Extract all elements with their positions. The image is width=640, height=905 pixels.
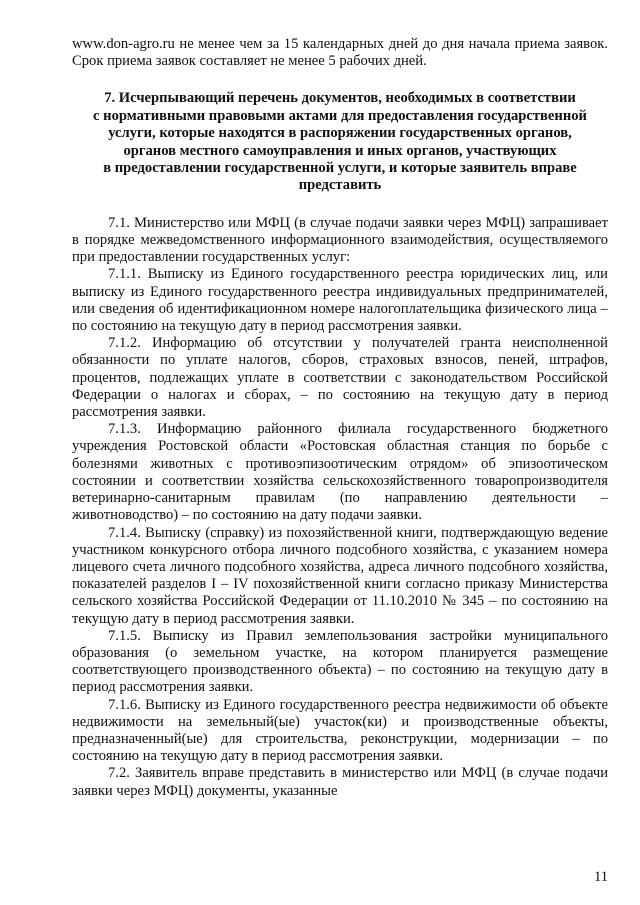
- paragraph-7-1-5: 7.1.5. Выписку из Правил землепользования застройки муниципального образования (о земельном участке, на котором планируется размещение соответствующего производственного объекта) – по состоянию на текущую дату в период рассмотрения заявки.: [72, 627, 608, 696]
- section-heading-line: в предоставлении государственной услуги, и которые заявитель вправе: [103, 160, 577, 177]
- paragraph-7-1-2: 7.1.2. Информацию об отсутствии у получателей гранта неисполненной обязанности по уплате налогов, сборов, страховых взносов, пеней, штрафов, процентов, подлежащих уплате в соответствии с законодательством Российской Федерации о налогах и сборах, – по состоянию на текущую дату в период рассмотрения заявки.: [72, 335, 608, 421]
- section-heading-line: с нормативными правовыми актами для предоставления государственной: [93, 107, 587, 124]
- document-page: [72, 36, 608, 800]
- paragraph-7-1-6: 7.1.6. Выписку из Единого государственного реестра недвижимости об объекте недвижимости на земельный(ые) участок(ки) и производственные объекты, предназначенный(ые) для строительства, реконструкции, модернизации – по состоянию на текущую дату в период рассмотрения заявки.: [72, 696, 608, 765]
- paragraph-7-1: 7.1. Министерство или МФЦ (в случае подачи заявки через МФЦ) запрашивает в порядке межведомственного информационного взаимодействия, осуществляемого при предоставлении государственных услуг:: [72, 214, 608, 266]
- paragraph-7-1-3: 7.1.3. Информацию районного филиала государственного бюджетного учреждения Ростовской области «Ростовская областная станция по борьбе с болезнями животных с противоэпизоотическим отрядом» об эпизоотическом состоянии и соответствии хозяйства сельскохозяйственного товаропроизводителя ветеринарно-санитарным правилам (по направлению деятельности – животноводство) – по состоянию на дату подачи заявки.: [72, 421, 608, 524]
- section-heading: [72, 90, 608, 194]
- paragraph-7-1-4: 7.1.4. Выписку (справку) из похозяйственной книги, подтверждающую ведение участником конкурсного отбора личного подсобного хозяйства, с указанием номера лицевого счета личного подсобного хозяйства, адреса личного подсобного хозяйства, показателей разделов I – IV похозяйственной книги согласно приказу Министерства сельского хозяйства Российской Федерации от 11.10.2010 № 345 – по состоянию на текущую дату в период рассмотрения заявки.: [72, 524, 608, 627]
- section-heading-line: органов местного самоуправления и иных органов, участвующих: [123, 142, 557, 159]
- intro-paragraph: www.don-agro.ru не менее чем за 15 календарных дней до дня начала приема заявок. Срок приема заявок составляет не менее 5 рабочих дней.: [72, 36, 608, 70]
- paragraph-7-1-1: 7.1.1. Выписку из Единого государственного реестра юридических лиц, или выписку из Единого государственного реестра индивидуальных предпринимателей, или сведения об идентификационном номере налогоплательщика физического лица – по состоянию на текущую дату в период рассмотрения заявки.: [72, 266, 608, 335]
- section-heading-line: 7. Исчерпывающий перечень документов, необходимых в соответствии: [104, 90, 576, 107]
- section-heading-line: услуги, которые находятся в распоряжении государственных органов,: [108, 125, 572, 142]
- paragraph-7-2: 7.2. Заявитель вправе представить в министерство или МФЦ (в случае подачи заявки через МФЦ) документы, указанные: [72, 765, 608, 799]
- page-number: 11: [593, 869, 608, 885]
- section-heading-line: представить: [298, 177, 382, 194]
